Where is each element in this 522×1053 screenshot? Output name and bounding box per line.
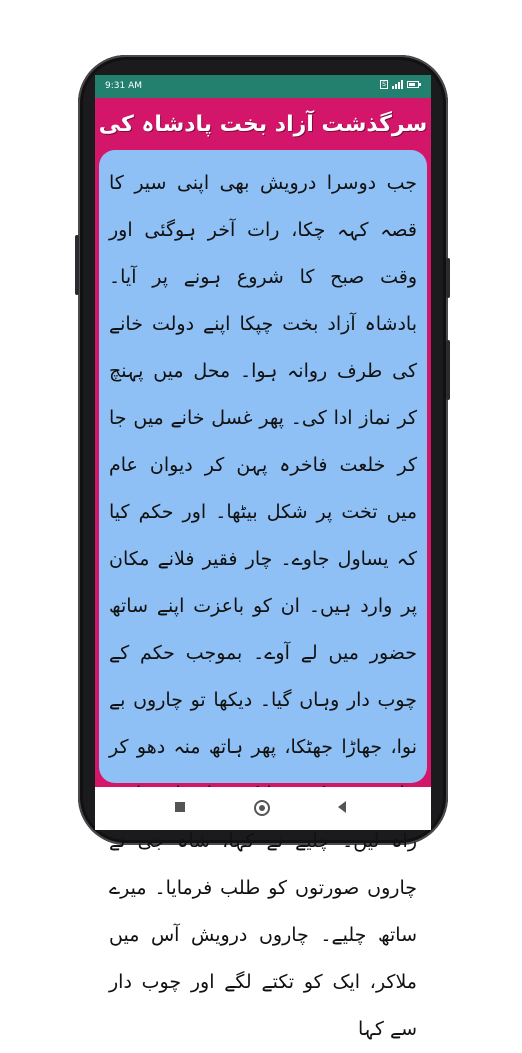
screen xyxy=(95,75,431,1040)
content-area xyxy=(95,150,431,1040)
sim-icon: S xyxy=(380,80,388,89)
side-button xyxy=(446,340,450,400)
story-text: جب دوسرا درویش بھی اپنی سیر کا قصہ کہہ چکا، رات آخر ہوگئی اور وقت صبح کا شروع ہونے پر آیا۔ بادشاہ آزاد بخت چپکا اپنے دولت خانے کی طرف روانہ ہوا۔ محل میں پہنچ کر نماز ادا کی۔ پھر غسل خانے میں جا کر خلعت فاخرہ پہن کر دیوان عام میں تخت پر شکل بیٹھا۔ اور حکم کیا کہ یساول جاوے۔ چار فقیر فلانے مکان پر وارد ہیں۔ ان کو باعزت اپنے ساتھ حضور میں لے آوے۔ بموجب حکم کے چوب دار وہاں گیا۔ دیکھا تو چاروں بے نوا، جھاڑا جھٹکا، پھر ہاتھ منہ دھو کر راہ لیں۔ چلیے نے کہا، شاہ جی نے چاروں صورتوں کو طلب فرمایا۔ میرے ساتھ چلیے۔ چاروں درویش آس میں ملاکر، ایک کو تکتے لگے اور چوب دار سے کہا xyxy=(109,172,417,1040)
status-time: 9:31 AM xyxy=(105,81,142,91)
battery-icon xyxy=(407,81,419,88)
status-icons xyxy=(380,80,419,89)
status-bar xyxy=(95,75,431,98)
home-icon[interactable] xyxy=(254,800,270,816)
power-button xyxy=(446,258,450,298)
page-title: سرگذشت آزاد بخت پادشاہ کی xyxy=(98,111,428,137)
story-page[interactable] xyxy=(99,150,427,1040)
signal-icon xyxy=(392,80,403,89)
recent-apps-icon[interactable] xyxy=(175,802,185,812)
volume-button xyxy=(75,235,79,295)
back-icon[interactable] xyxy=(338,801,346,813)
title-bar xyxy=(95,98,431,150)
navigation-bar xyxy=(95,787,431,830)
